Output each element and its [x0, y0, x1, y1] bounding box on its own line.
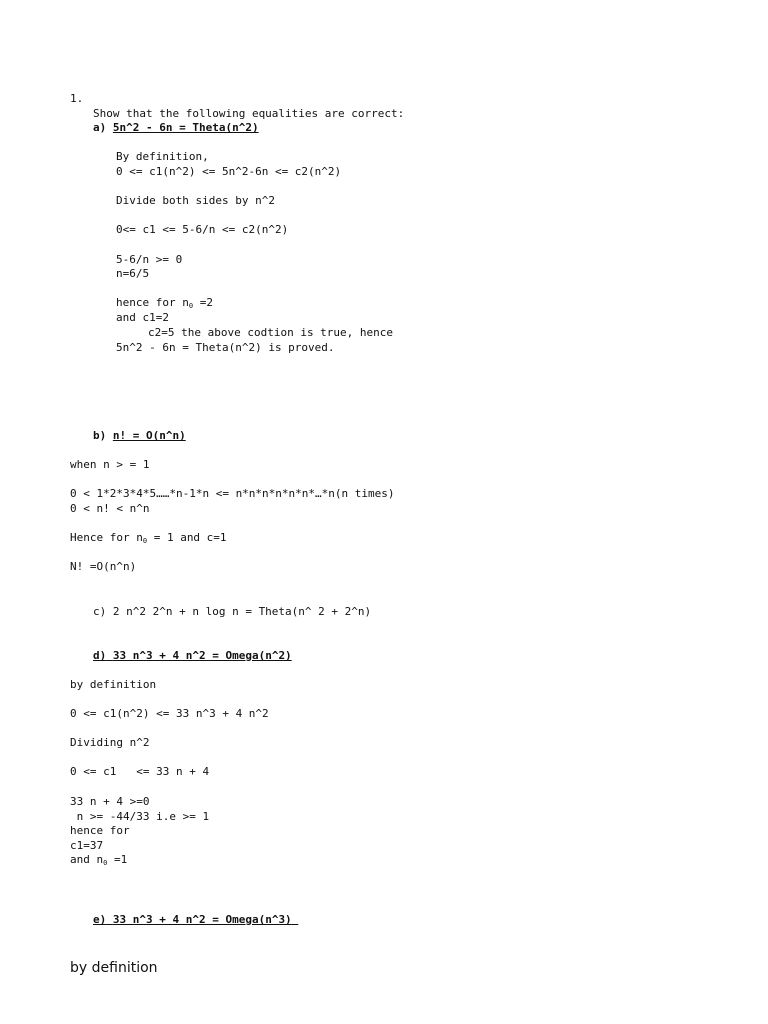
part-b-label: b) — [93, 429, 107, 442]
part-a-c2: c2=5 the above codtion is true, hence — [148, 326, 394, 339]
part-a-heading — [93, 121, 259, 135]
part-e-heading-underlined — [93, 913, 298, 926]
part-e-by-definition: by definition — [70, 960, 158, 976]
hence-value: =2 — [193, 296, 213, 309]
part-d-line: 0 <= c1(n^2) <= 33 n^3 + 4 n^2 — [70, 707, 269, 720]
part-e-label: e) — [93, 913, 107, 926]
part-d-line: n >= -44/33 i.e >= 1 — [70, 810, 210, 823]
part-d-heading-underlined — [93, 649, 292, 662]
part-a-line: Divide both sides by n^2 — [116, 194, 275, 207]
question-intro: Show that the following equalities are correct: — [93, 107, 405, 120]
part-b-heading — [93, 429, 186, 443]
and-text: and n — [70, 853, 104, 866]
part-d-line: by definition — [70, 678, 157, 691]
subscript: 0 — [188, 302, 194, 310]
part-b-hence — [70, 531, 227, 548]
subscript: 0 — [103, 859, 108, 867]
hence-text: hence for n — [116, 296, 189, 309]
part-d-and-n0 — [70, 853, 127, 870]
part-d-statement: 33 n^3 + 4 n^2 = Omega(n^2) — [112, 649, 292, 662]
part-b-statement: n! = O(n^n) — [112, 429, 186, 442]
part-b-ineq: 0 < n! < n^n — [70, 502, 150, 515]
part-e-statement: 33 n^3 + 4 n^2 = Omega(n^3) — [112, 913, 292, 926]
part-b-product: 0 < 1*2*3*4*5……*n-1*n <= n*n*n*n*n*n*…*n(n times) — [70, 487, 395, 500]
part-a-line: 0 <= c1(n^2) <= 5n^2-6n <= c2(n^2) — [116, 165, 342, 178]
hence-text: Hence for n — [70, 531, 143, 544]
part-a-line: 5-6/n >= 0 — [116, 253, 183, 266]
part-a-statement: 5n^2 - 6n = Theta(n^2) — [112, 121, 259, 134]
part-d-line: 0 <= c1 <= 33 n + 4 — [70, 765, 210, 778]
part-a-proved: 5n^2 - 6n = Theta(n^2) is proved. — [116, 341, 335, 354]
part-d-label: d) — [93, 649, 107, 662]
part-e-heading — [93, 913, 298, 927]
part-a-and-c1: and c1=2 — [116, 311, 169, 324]
subscript: 0 — [142, 537, 148, 545]
part-d-heading — [93, 649, 292, 663]
part-a-line: By definition, — [116, 150, 209, 163]
part-b-when: when n > = 1 — [70, 458, 150, 471]
part-a-label: a) — [93, 121, 107, 134]
part-d-line: Dividing n^2 — [70, 736, 150, 749]
part-c-text: c) 2 n^2 2^n + n log n = Theta(n^ 2 + 2^n) — [93, 605, 372, 618]
hence-value: = 1 and c=1 — [147, 531, 227, 544]
part-d-line: hence for — [70, 824, 130, 837]
part-a-line: 0<= c1 <= 5-6/n <= c2(n^2) — [116, 223, 289, 236]
question-number: 1. — [70, 92, 84, 105]
part-d-line: c1=37 — [70, 839, 104, 852]
and-value: =1 — [107, 853, 128, 866]
part-a-line: n=6/5 — [116, 267, 150, 280]
part-d-line: 33 n + 4 >=0 — [70, 795, 150, 808]
part-b-result: N! =O(n^n) — [70, 560, 137, 573]
